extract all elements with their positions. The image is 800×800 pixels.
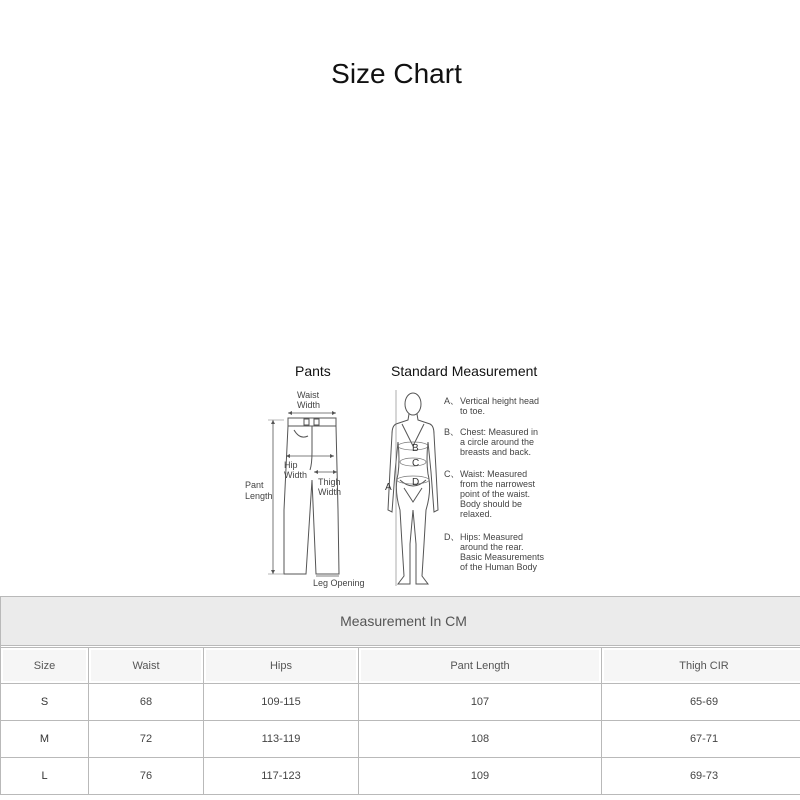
page-title: Size Chart: [331, 58, 462, 89]
note-a-line: to toe.: [460, 406, 486, 416]
note-b-line: breasts and back.: [460, 447, 532, 457]
header-size: Size: [1, 648, 89, 684]
note-b-letter: B、: [444, 427, 460, 437]
thigh-width-label-2: Width: [318, 487, 342, 497]
table-row: [1, 721, 800, 758]
note-c-line: from the narrowest: [460, 479, 536, 489]
body-figure: [388, 393, 438, 584]
cell-thigh-cir: 65-69: [602, 684, 800, 721]
hip-width-label-2: Width: [284, 470, 308, 480]
note-c-letter: C、: [444, 469, 460, 479]
standard-measurement-title: Standard Measurement: [391, 363, 538, 379]
marker-d: D: [412, 477, 420, 488]
marker-a: A: [385, 482, 392, 493]
cell-waist: 68: [89, 684, 204, 721]
marker-b: B: [412, 443, 419, 454]
thigh-width-label-1: Thigh: [318, 477, 341, 487]
size-table-container: [0, 596, 800, 800]
note-d-line: Hips: Measured: [460, 532, 524, 542]
table-row: [1, 684, 800, 721]
header-hips: Hips: [204, 648, 359, 684]
note-a-line: Vertical height head: [460, 396, 540, 406]
note-b-line: a circle around the: [460, 437, 535, 447]
cell-thigh-cir: 69-73: [602, 758, 800, 795]
note-b-line: Chest: Measured in: [460, 427, 539, 437]
cell-size: S: [1, 684, 89, 721]
cell-pant-length: 107: [359, 684, 602, 721]
note-c-line: Waist: Measured: [460, 469, 528, 479]
header-pant-length: Pant Length: [359, 648, 602, 684]
size-table: [0, 596, 800, 795]
cell-waist: 76: [89, 758, 204, 795]
note-d-line: Basic Measurements: [460, 552, 545, 562]
cell-size: M: [1, 721, 89, 758]
size-diagram-svg: [238, 360, 558, 592]
waist-width-label-2: Width: [297, 400, 321, 410]
cell-thigh-cir: 67-71: [602, 721, 800, 758]
marker-c: C: [412, 458, 420, 469]
note-d-letter: D、: [444, 532, 460, 542]
cell-hips: 117-123: [204, 758, 359, 795]
cell-hips: 113-119: [204, 721, 359, 758]
note-d-line: around the rear.: [460, 542, 524, 552]
cell-pant-length: 109: [359, 758, 602, 795]
note-c-line: relaxed.: [460, 509, 493, 519]
cell-size: L: [1, 758, 89, 795]
hip-width-label-1: Hip: [284, 460, 298, 470]
cell-hips: 109-115: [204, 684, 359, 721]
waist-width-label-1: Waist: [297, 390, 320, 400]
table-header-row: [1, 648, 800, 684]
pant-length-label-1: Pant: [245, 480, 264, 490]
note-d-line: of the Human Body: [460, 562, 538, 572]
pants-title: Pants: [295, 363, 331, 379]
pant-length-label-2: Length: [245, 491, 273, 501]
cell-pant-length: 108: [359, 721, 602, 758]
table-caption-row: [1, 597, 800, 646]
cell-waist: 72: [89, 721, 204, 758]
note-c-line: Body should be: [460, 499, 523, 509]
leg-opening-label: Leg Opening: [313, 578, 365, 588]
note-a-letter: A、: [444, 396, 460, 406]
header-waist: Waist: [89, 648, 204, 684]
measurement-notes: [444, 396, 545, 572]
header-thigh-cir: Thigh CIR: [602, 648, 800, 684]
note-c-line: point of the waist.: [460, 489, 531, 499]
table-caption: Measurement In CM: [1, 597, 800, 646]
table-row: [1, 758, 800, 795]
size-diagram: [238, 360, 558, 592]
